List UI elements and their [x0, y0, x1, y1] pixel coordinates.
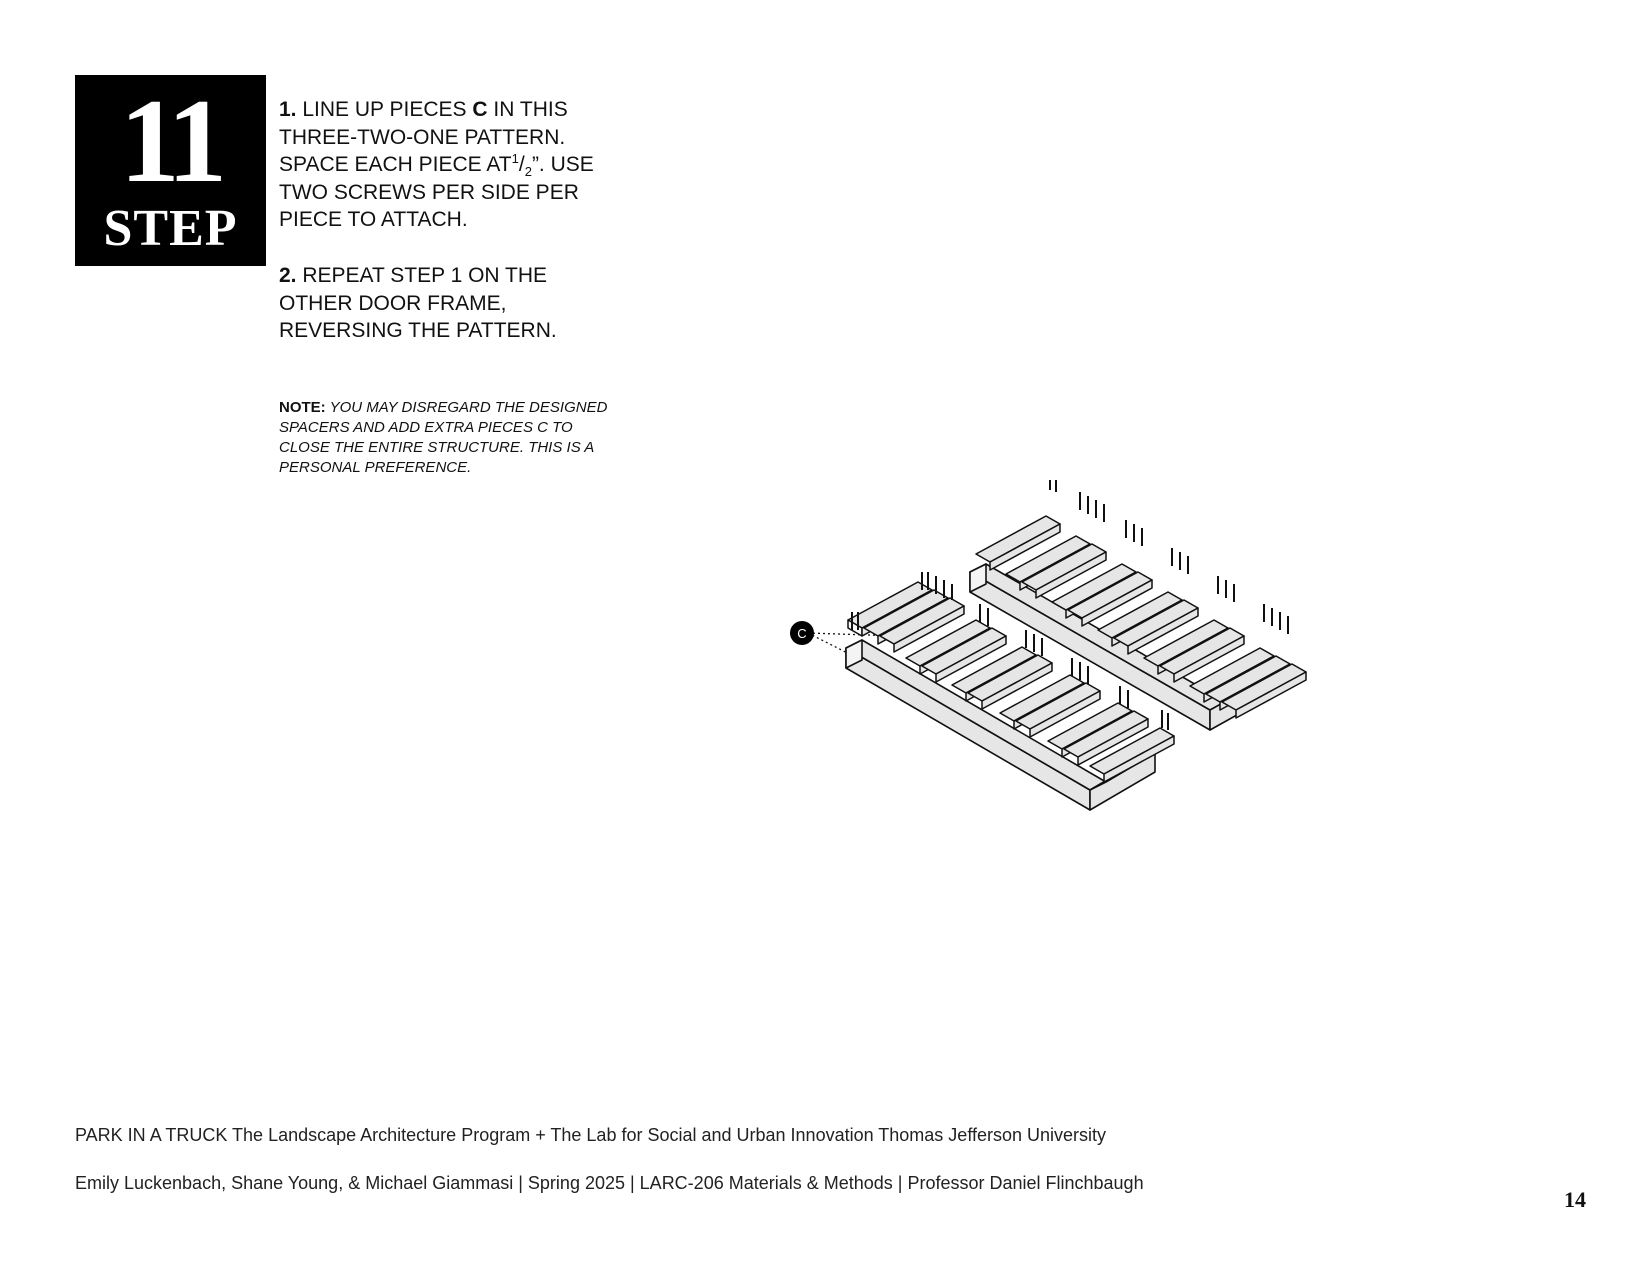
page-number: 14 — [1564, 1187, 1586, 1212]
instruction-1-number: 1. — [279, 98, 297, 121]
note-label: NOTE: — [279, 399, 326, 416]
note-text: YOU MAY DISREGARD THE DESIGNED SPACERS AND ADD EXTRA PIECES C TO CLOSE THE ENTIRE STRUCTURE. THIS IS A PERSONAL PREFERENCE. — [279, 399, 608, 476]
instruction-2-number: 2. — [279, 264, 297, 287]
footer-line-2: Emily Luckenbach, Shane Young, & Michael Giammasi | Spring 2025 | LARC-206 Materials & Methods | Professor Daniel Flinchbaugh — [75, 1173, 1144, 1193]
callout-label: C — [797, 626, 807, 641]
fraction: $^1/_2$ — [511, 151, 532, 180]
note — [279, 398, 624, 478]
step-number: 11 — [119, 74, 222, 207]
step-badge — [75, 75, 266, 266]
piece-label: C — [472, 98, 488, 121]
instruction-2-text: REPEAT STEP 1 ON THE OTHER DOOR FRAME, REVERSING THE PATTERN. — [279, 264, 557, 342]
instruction-2 — [279, 262, 624, 345]
step-label: STEP — [103, 200, 238, 257]
assembly-diagram — [780, 480, 1380, 840]
instruction-1-text-b: IN THIS THREE-TWO-ONE PATTERN. SPACE EACH PIECE AT — [279, 98, 568, 176]
footer-line-1: PARK IN A TRUCK The Landscape Architecture Program + The Lab for Social and Urban Innovation Thomas Jefferson University — [75, 1125, 1107, 1145]
instruction-1 — [279, 96, 624, 234]
instruction-1-text-c: ”. USE TWO SCREWS PER SIDE PER PIECE TO ATTACH. — [279, 153, 594, 231]
instruction-1-text-a: LINE UP PIECES — [302, 98, 467, 121]
